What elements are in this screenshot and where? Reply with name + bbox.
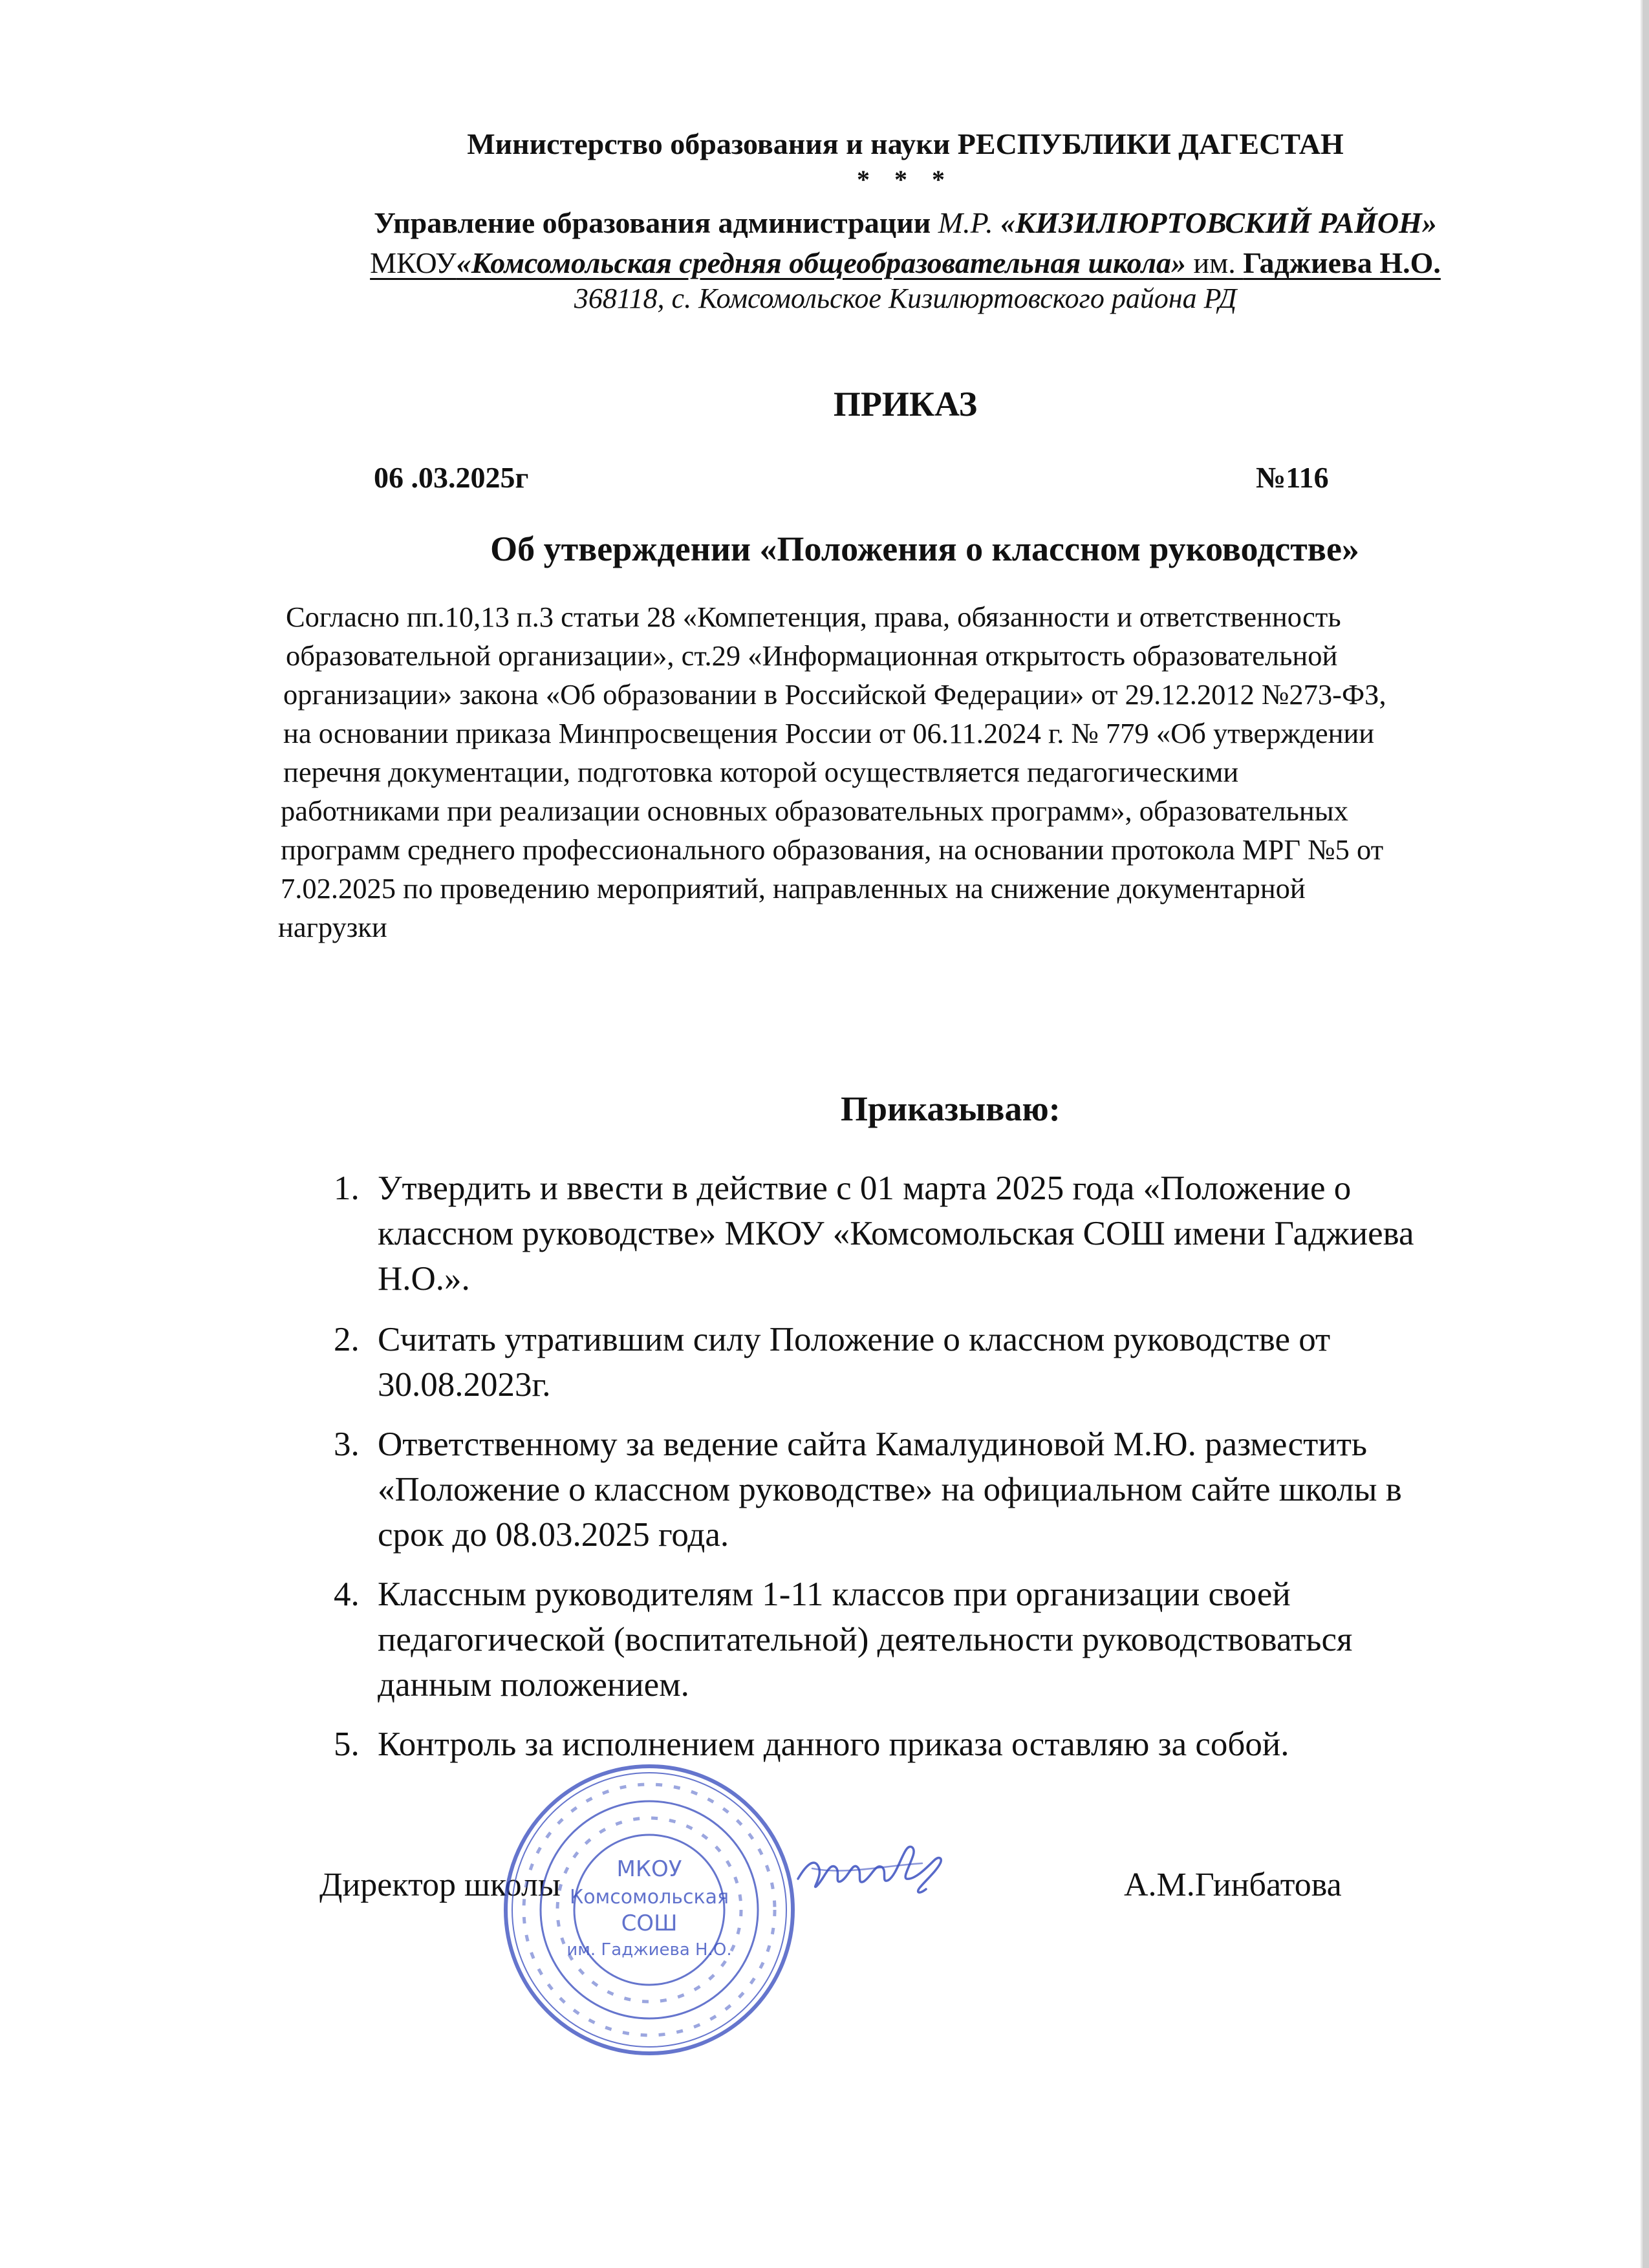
preamble-line: работниками при реализации основных образовательных программ», образовательных [281, 795, 1348, 827]
header-school-person: Гаджиева Н.О. [1243, 246, 1441, 279]
preamble-line: 7.02.2025 по проведению мероприятий, направленных на снижение документарной [281, 872, 1306, 904]
order-item-number: 2. [334, 1321, 360, 1358]
school-stamp [501, 1761, 798, 2059]
document-type: ПРИКАЗ [833, 385, 978, 423]
document-number: №116 [1256, 461, 1329, 494]
order-item-line: 30.08.2023г. [378, 1366, 551, 1404]
stamp-line: им. Гаджиева Н.О. [566, 1940, 732, 1960]
preamble-line: Согласно пп.10,13 п.3 статьи 28 «Компетенция, права, обязанности и ответственность [286, 601, 1341, 633]
header-department [0, 206, 1649, 240]
header-school [0, 246, 1649, 280]
header-stars-text: * * * [857, 165, 954, 194]
scan-edge [1643, 0, 1649, 2268]
preamble-line: образовательной организации», ст.29 «Информационная открытость образовательной [286, 639, 1338, 672]
document-subject: Об утверждении «Положения о классном руководстве» [490, 530, 1359, 568]
header-department-district: «КИЗИЛЮРТОВСКИЙ РАЙОН» [1000, 206, 1437, 239]
preamble-line: программ среднего профессионального образования, на основании протокола МРГ №5 от [281, 833, 1384, 866]
order-item-number: 3. [334, 1426, 360, 1463]
order-item-line: педагогической (воспитательной) деятельности руководствоваться [378, 1621, 1353, 1658]
preamble-line: перечня документации, подготовка которой осуществляется педагогическими [283, 756, 1239, 788]
header-department-mr: М.Р. [938, 206, 1001, 239]
header-department-prefix: Управление образования администрации [374, 206, 938, 239]
order-item-line: классном руководстве» МКОУ «Комсомольская СОШ имени Гаджиева [378, 1215, 1414, 1252]
signature-position: Директор школы [319, 1867, 561, 1903]
order-item-number: 1. [334, 1170, 360, 1207]
director-signature [793, 1830, 948, 1907]
signature-name: А.М.Гинбатова [1124, 1867, 1342, 1903]
stamp-line: СОШ [621, 1910, 678, 1936]
preamble-line: нагрузки [278, 911, 387, 943]
order-item-line: Ответственному за ведение сайта Камалудиновой М.Ю. разместить [378, 1426, 1368, 1463]
order-item-line: данным положением. [378, 1666, 689, 1704]
stamp-line: Комсомольская [569, 1886, 729, 1909]
header-ministry-text: Министерство образования и науки РЕСПУБЛИКИ ДАГЕСТАН [467, 127, 1344, 160]
stamp-line: МКОУ [616, 1856, 682, 1882]
header-address-text: 368118, с. Комсомольское Кизилюртовского района РД [574, 283, 1237, 314]
order-word: Приказываю: [841, 1089, 1061, 1128]
header-school-im: им. [1185, 246, 1244, 279]
order-item-number: 5. [334, 1726, 360, 1763]
order-item-line: Классным руководителям 1-11 классов при организации своей [378, 1576, 1291, 1613]
header-school-name: «Комсомольская средняя общеобразовательная школа» [456, 246, 1186, 279]
scan-edge-shadow [1641, 0, 1643, 2268]
order-item-line: «Положение о классном руководстве» на официальном сайте школы в [378, 1471, 1402, 1508]
header-school-prefix: МКОУ [370, 246, 457, 279]
preamble-line: организации» закона «Об образовании в Российской Федерации» от 29.12.2012 №273-ФЗ, [283, 678, 1386, 711]
order-item-number: 4. [334, 1576, 360, 1613]
header-ministry [0, 127, 1649, 161]
document-date: 06 .03.2025г [374, 461, 529, 494]
header-address [0, 282, 1649, 315]
order-item-line: Контроль за исполнением данного приказа оставляю за собой. [378, 1726, 1289, 1763]
order-item-line: срок до 08.03.2025 года. [378, 1516, 729, 1554]
preamble-line: на основании приказа Минпросвещения России от 06.11.2024 г. № 779 «Об утверждении [283, 717, 1375, 749]
order-item-line: Н.О.». [378, 1260, 470, 1298]
header-stars [0, 164, 1649, 195]
order-item-line: Считать утратившим силу Положение о классном руководстве от [378, 1321, 1331, 1358]
order-item-line: Утвердить и ввести в действие с 01 марта 2025 года «Положение о [378, 1170, 1352, 1207]
